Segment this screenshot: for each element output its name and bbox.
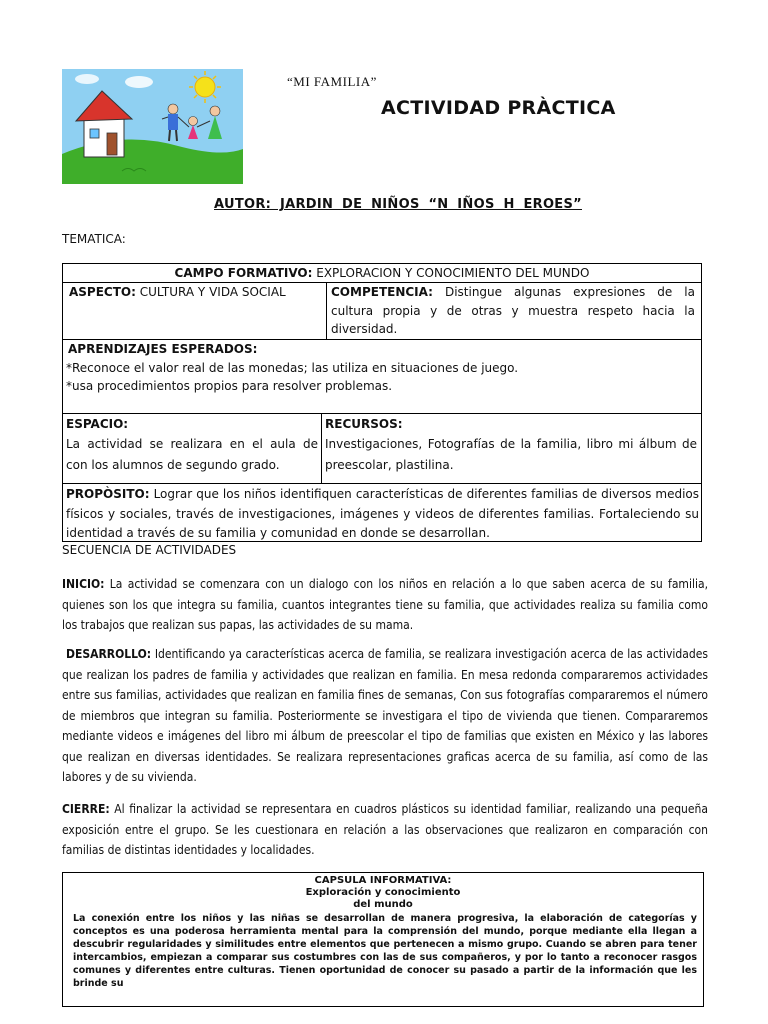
desarrollo-paragraph: [62, 644, 708, 788]
planning-table: [62, 263, 702, 542]
inicio-text: La actividad se comenzara con un dialogo con los niños en relación a lo que saben acerca de su familia, quienes son los que integra su familia, cuantos integrantes tiene su familia, que actividades realiza su familia como los trabajos que realizan sus papas, las actividades de su mama.: [62, 577, 708, 632]
aprendizajes-label: APRENDIZAJES ESPERADOS:: [68, 342, 258, 356]
cierre-text: Al finalizar la actividad se representara en cuadros plásticos su identidad familiar, realizando una pequeña exposición entre el grupo. Se les cuestionara en relación a las observaciones que realizaron en comparación con familias de distintas identidades y localidades.: [62, 802, 708, 857]
tematica-label: TEMATICA:: [62, 232, 126, 246]
author-line: AUTOR: JARDIN DE NIÑOS “N IÑOS H EROES”: [214, 197, 582, 212]
aspecto-label: ASPECTO:: [69, 285, 136, 299]
competencia-label: COMPETENCIA:: [331, 285, 433, 299]
aprendizaje-item: *Reconoce el valor real de las monedas; las utiliza en situaciones de juego.: [66, 360, 519, 375]
desarrollo-label: DESARROLLO:: [66, 647, 152, 661]
aspecto-cell: [69, 283, 321, 302]
capsula-title-line: Exploración y conocimiento: [305, 887, 461, 898]
capsula-title: [63, 875, 703, 911]
recursos-cell: [325, 415, 697, 476]
aprendizaje-item: *usa procedimientos propios para resolver problemas.: [66, 379, 393, 393]
aprendizajes-cell: [66, 340, 696, 396]
espacio-label: ESPACIO:: [66, 417, 129, 431]
recursos-value: Investigaciones, Fotografías de la familia, libro mi álbum de preescolar, plastilina.: [325, 436, 697, 472]
secuencia-heading: SECUENCIA DE ACTIVIDADES: [62, 543, 237, 557]
cierre-paragraph: [62, 799, 708, 861]
espacio-value: La actividad se realizara en el aula de con los alumnos de segundo grado.: [66, 436, 318, 472]
proposito-cell: [66, 485, 699, 544]
competencia-value: Distingue algunas expresiones de la cultura propia y de otras y muestra respeto hacia la diversidad.: [331, 285, 695, 336]
proposito-value: Lograr que los niños identifiquen características de diferentes familias de diversos medios físicos y sociales, través de investigaciones, imágenes y videos de diferentes familias. Fortaleciendo su identidad a través de su familia y comunidad en donde se desarrollan.: [66, 487, 699, 540]
campo-value: EXPLORACION Y CONOCIMIENTO DEL MUNDO: [312, 266, 590, 280]
desarrollo-text: Identificando ya características acerca de familia, se realizara investigación acerca de las actividades que realizan los padres de familia y actividades que realizan en familia. En mesa redonda compararemos actividades entre sus familias, actividades que realizan en familia fines de semanas, Con sus fotografías compararemos el número de miembros que integran su familia. Posteriormente se investigara el tipo de vivienda que tienen. Compararemos mediante videos e imágenes del libro mi álbum de preescolar el tipo de familias que existen en México y las labores que realizan en diversas identidades. Se realizara representaciones graficas acerca de su familia, así como de las labores y de su vivienda.: [62, 647, 708, 784]
inicio-label: INICIO:: [62, 577, 105, 591]
capsula-box: [62, 872, 704, 1007]
proposito-label: PROPÒSITO:: [66, 487, 150, 501]
competencia-cell: [331, 283, 695, 339]
inicio-paragraph: [62, 574, 708, 636]
aspecto-value: CULTURA Y VIDA SOCIAL: [135, 285, 286, 299]
capsula-title-line: del mundo: [353, 899, 413, 910]
campo-formativo-row: [63, 264, 701, 282]
house-family-drawing-icon: [62, 69, 243, 184]
cierre-label: CIERRE:: [62, 802, 110, 816]
capsula-text: La conexión entre los niños y las niñas se desarrollan de manera progresiva, la elaboración de categorías y conceptos es una poderosa herramienta mental para la comprensión del mundo, porque mediante ella llegan a descubrir regularidades y similitudes entre elementos que pertenecen a mismo grupo. Cuando se abren para tener intercambios, empiezan a comparar sus costumbres con las de sus compañeros, y por lo tanto a reconocer rasgos comunes y diferentes entre culturas. Tienen oportunidad de conocer su pasado a partir de la información que les brinde su: [73, 913, 697, 989]
doc-subtitle: “MI FAMILIA”: [287, 74, 377, 89]
doc-title: ACTIVIDAD PRÀCTICA: [381, 97, 616, 119]
campo-label: CAMPO FORMATIVO:: [174, 266, 313, 280]
capsula-title-line: CAPSULA INFORMATIVA:: [314, 875, 452, 886]
espacio-cell: [66, 415, 318, 476]
recursos-label: RECURSOS:: [325, 417, 403, 431]
